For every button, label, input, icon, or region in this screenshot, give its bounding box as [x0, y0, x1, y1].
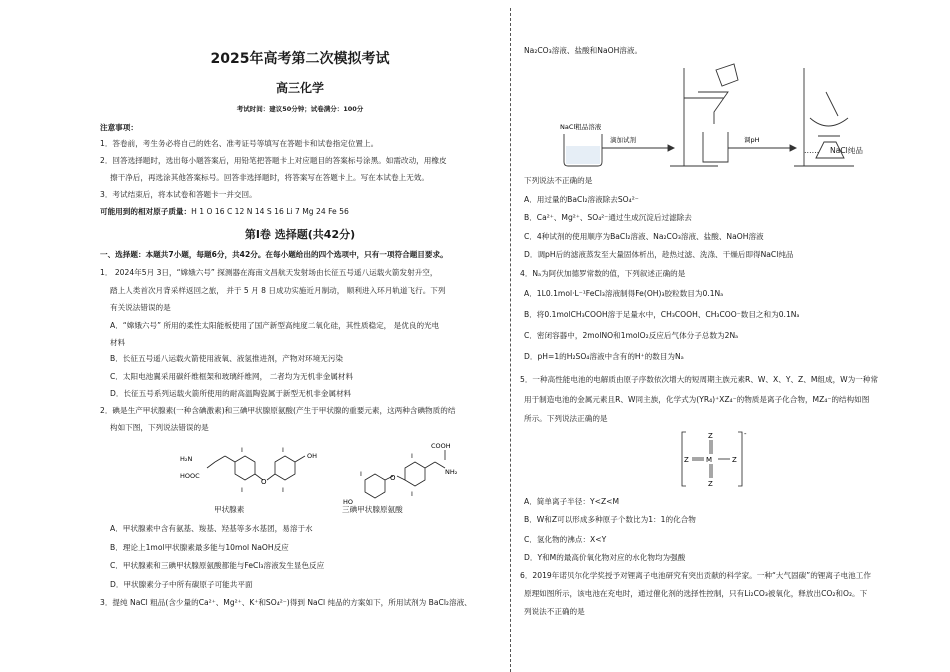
atomic-mass-label: 可能用到的相对原子质量： — [100, 207, 192, 216]
q2-option-a: A．甲状腺素中含有氨基、羧基、羟基等多水基团，易溶于水 — [110, 524, 313, 533]
q2-stem: 构如下图，下列说法错误的是 — [110, 423, 209, 432]
q1-stem: 踏上人类首次月背采样返回之旅， 并于 5 月 8 日成功实施近月制动， 顺利进入环月轨道飞行。下列 — [110, 286, 446, 295]
q4-option-d: D．pH=1的H₂SO₄溶液中含有的H⁺的数目为Nₐ — [524, 352, 684, 361]
section-title: 第Ⅰ卷 选择题(共42分) — [244, 228, 356, 241]
m-atom-label: M — [706, 456, 713, 464]
iodine-atom-label: I — [241, 486, 243, 494]
q4-option-c: C．密闭容器中，2molNO和1molO₂反应后气体分子总数为2Nₐ — [524, 331, 739, 340]
q3-option-c: C．4种试剂的使用顺序为BaCl₂溶液、Na₂CO₃溶液、盐酸、NaOH溶液 — [524, 232, 764, 241]
q1-option-b: B．长征五号遥八运载火箭使用液氧、液氢推进剂，产物对环境无污染 — [110, 354, 344, 363]
q5-stem: 所示。下列说法正确的是 — [524, 414, 608, 423]
q3-option-a: A．用过量的BaCl₂溶液除去SO₄²⁻ — [524, 195, 639, 204]
thyroxine-structure — [207, 456, 305, 480]
oxygen-atom-label: O — [390, 474, 396, 482]
q1-stem: 1． 2024年5月 3日，“嫦娥六号” 探测器在海南文昌航天发射场由长征五号遥八运载火箭发射升空， — [100, 268, 438, 277]
evaporating-dish — [810, 118, 848, 126]
iodine-atom-label: I — [282, 446, 284, 454]
q3-option-d: D．调pH后的滤液蒸发至大量固体析出，趁热过滤、洗涤、干燥后即得NaCl纯品 — [524, 250, 794, 259]
note-item: 2．回答选择题时，选出每小题答案后，用铅笔把答题卡上对应题目的答案标号涂黑。如需改动，用橡皮 — [100, 156, 447, 165]
q5-option-b: B．W和Z可以形成多种原子个数比为1：1的化合物 — [524, 515, 696, 524]
q3-stem: 3．提纯 NaCl 粗品(含少量的Ca²⁺、Mg²⁺、K⁺和SO₄²⁻)得到 NaCl 纯品的方案如下，所用试剂为 BaCl₂溶液、 — [100, 598, 472, 607]
exam-title: 2025年高考第二次模拟考试 — [210, 51, 390, 67]
q2-stem: 2．碘是生产甲状腺素(一种含碘激素)和三碘甲状腺原氨酸(产生于甲状腺的重要元素，这两种含碘物质的结 — [100, 406, 456, 415]
q5-stem: 用于制造电池的金属元素且R、W同主族，化学式为(YR₄)⁺XZ₄⁻的物质是离子化合物，MZ₄⁻的结构如图 — [524, 395, 870, 404]
z-atom-label: Z — [684, 456, 689, 464]
triiodothyronine-structure — [365, 450, 445, 498]
iodine-atom-label: I — [241, 446, 243, 454]
q3-option-b: B．Ca²⁺、Mg²⁺、SO₄²⁻通过生成沉淀后过滤除去 — [524, 213, 692, 222]
notes-heading: 注意事项： — [100, 123, 138, 132]
beaker-filtrate — [703, 132, 728, 162]
pouring-beaker — [716, 64, 738, 86]
iodine-atom-label: I — [411, 490, 413, 498]
q5-option-a: A．简单离子半径：Y<Z<M — [524, 497, 620, 506]
amino-group-label: NH₂ — [445, 468, 458, 476]
q6-stem: 6．2019年诺贝尔化学奖授予对锂离子电池研究有突出贡献的科学家。一种“大气固碳”的锂离子电池工作 — [520, 571, 871, 580]
label-pure: NaCl纯品 — [830, 146, 863, 155]
q3-question: 下列说法不正确的是 — [524, 176, 593, 185]
q6-stem: 列说法不正确的是 — [524, 607, 585, 616]
z-atom-label: Z — [732, 456, 737, 464]
label-crude: NaCl粗品溶液 — [560, 123, 602, 131]
funnel — [698, 92, 728, 124]
q4-stem: 4．Nₐ为阿伏加德罗常数的值，下列叙述正确的是 — [520, 269, 686, 278]
note-item: 3．考试结束后，将本试卷和答题卡一并交回。 — [100, 190, 257, 199]
carboxyl-group-label: HOOC — [180, 472, 200, 480]
oxygen-atom-label: O — [261, 478, 267, 486]
nacl-purification-diagram — [558, 62, 858, 174]
label-dots: …… — [804, 146, 820, 155]
charge-label: - — [744, 430, 747, 438]
q5-stem: 5．一种高性能电池的电解质由原子序数依次增大的短周期主族元素R、W、X、Y、Z、M组成，W为一种常 — [520, 375, 879, 384]
atomic-mass-values: H 1 O 16 C 12 N 14 S 16 Li 7 Mg 24 Fe 56 — [191, 207, 349, 216]
atomic-mass-line — [100, 207, 349, 217]
iodine-atom-label: I — [411, 452, 413, 460]
iodine-atom-label: I — [282, 486, 284, 494]
q1-stem: 有关说法错误的是 — [110, 303, 171, 312]
amino-group-label: H₂N — [180, 455, 193, 463]
exam-subtitle: 高三化学 — [275, 81, 324, 95]
hydroxyl-group-label: OH — [307, 452, 318, 460]
q4-option-b: B．将0.1molCH₃COOH溶于足量水中，CH₃COOH、CH₃COO⁻数目之和为0.1Nₐ — [524, 310, 800, 319]
exam-info: 考试时间：建议50分钟；试卷满分：100分 — [236, 105, 364, 113]
glass-rod — [826, 92, 838, 116]
q5-option-c: C．氢化物的沸点：X<Y — [524, 535, 607, 544]
q1-option-a-cont: 材料 — [110, 338, 126, 347]
column-divider — [510, 8, 511, 672]
z-atom-label: Z — [708, 432, 713, 440]
q3-stem-cont: Na₂CO₃溶液、盐酸和NaOH溶液。 — [524, 46, 643, 55]
mz4-structure — [680, 428, 760, 490]
q2-option-b: B．理论上1mol甲状腺素最多能与10mol NaOH反应 — [110, 543, 289, 552]
q2-caption-right: 三碘甲状腺原氨酸 — [342, 505, 403, 514]
q4-option-a: A．1L0.1mol·L⁻¹FeCl₃溶液制得Fe(OH)₃胶粒数目为0.1Nₐ — [524, 289, 724, 298]
q1-option-c: C．太阳电池翼采用碳纤维框架和玻璃纤维网， 二者均为无机非金属材料 — [110, 372, 354, 381]
q2-option-c: C．甲状腺素和三碘甲状腺原氨酸都能与FeCl₃溶液发生显色反应 — [110, 561, 325, 570]
note-item: 擦干净后，再选涂其他答案标号。回答非选择题时，将答案写在答题卡上。写在本试卷上无效。 — [110, 173, 429, 182]
q1-option-d: D．长征五号系列运载火箭所使用的耐高温陶瓷属于新型无机非金属材料 — [110, 389, 352, 398]
q1-option-a: A．“嫦娥六号” 所用的柔性太阳能板使用了国产新型高纯度二氧化硅，其性质稳定， 是优良的光电 — [110, 321, 440, 330]
q2-option-d: D．甲状腺素分子中所有碳原子可能共平面 — [110, 580, 253, 589]
z-atom-label: Z — [708, 480, 713, 488]
carboxyl-group-label: COOH — [431, 442, 451, 450]
q2-caption-left: 甲状腺素 — [214, 505, 245, 514]
iodine-atom-label: I — [360, 470, 362, 478]
q6-stem: 原理如图所示，该电池在充电时，通过催化剂的选择性控制，只有Li₂CO₃被氧化，释放出CO₂和O₂。下 — [524, 589, 868, 598]
label-reagent: 滴加试剂 — [610, 136, 636, 144]
q5-option-d: D．Y和M的最高价氧化物对应的水化物均为强酸 — [524, 553, 686, 562]
label-ph: 调pH — [744, 136, 760, 144]
right-bracket — [738, 432, 742, 486]
hydroxyl-group-label: HO — [343, 498, 354, 506]
note-item: 1．答卷前，考生务必将自己的姓名、准考证号等填写在答题卡和试卷指定位置上。 — [100, 139, 379, 148]
section-instruction: 一、选择题：本题共7小题，每题6分，共42分。在每小题给出的四个选项中，只有一项符合题目要求。 — [100, 250, 448, 259]
